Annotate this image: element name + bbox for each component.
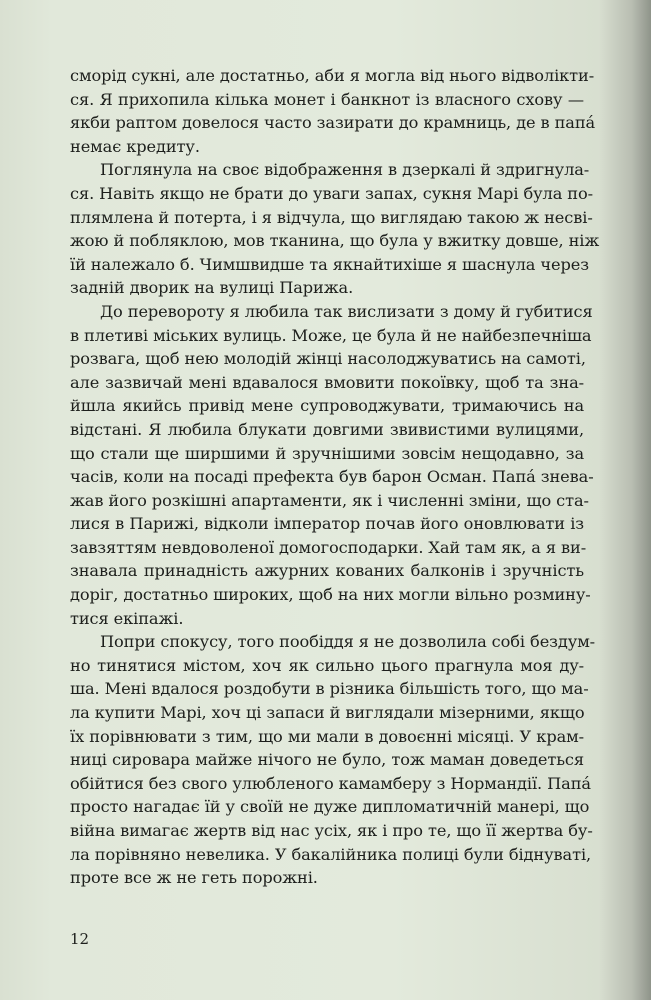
- text-line: ся. Я прихопила кілька монет і банкнот із власного схову —: [70, 89, 584, 109]
- text-line: жою й побляклою, мов тканина, що була у вжитку довше, ніж: [70, 231, 600, 251]
- text-line: задній дворик на вулиці Парижа.: [70, 278, 354, 298]
- text-line: в плетиві міських вулиць. Може, це була й не найбезпечніша: [70, 325, 592, 345]
- text-line: ла порівняно невелика. У бакалійника полиці були біднуваті,: [70, 844, 592, 864]
- text-line: війна вимагає жертв від нас усіх, як і про те, що її жертва бу-: [70, 821, 593, 840]
- paragraph: [70, 300, 594, 630]
- page-body: [70, 64, 600, 890]
- text-line: їй належало б. Чимшвидше та якнайтихіше я шаснула через: [70, 254, 589, 274]
- text-line: лися в Парижі, відколи імператор почав його оновлювати із: [70, 514, 584, 534]
- text-line: їх порівнювати з тим, що ми мали в довоєнні місяці. У крам-: [70, 726, 584, 746]
- text-line: завзяттям невдоволеної домогосподарки. Хай там як, а я ви-: [70, 537, 587, 557]
- text-line: часів, коли на посаді префекта був барон Осман. Папá знева-: [70, 467, 594, 487]
- text-line: якби раптом довелося часто зазирати до крамниць, де в папá: [70, 113, 596, 133]
- text-line: обійтися без свого улюбленого камамберу з Нормандії. Папá: [70, 773, 591, 793]
- paragraph: [70, 158, 600, 300]
- text-line: відстані. Я любила блукати довгими звивистими вулицями,: [70, 419, 584, 439]
- text-line: немає кредиту.: [70, 136, 200, 156]
- text-line: жав його розкішні апартаменти, як і численні зміни, що ста-: [70, 490, 589, 510]
- text-line: йшла якийсь привід мене супроводжувати, тримаючись на: [70, 396, 584, 416]
- text-line: проте все ж не геть порожні.: [70, 868, 318, 888]
- text-line: але зазвичай мені вдавалося вмовити покоївку, щоб та зна-: [70, 372, 584, 392]
- text-line: сморід сукні, але достатньо, аби я могла від нього відволікти-: [70, 66, 595, 85]
- text-line: ниці сировара майже нічого не було, тож маман доведеться: [70, 750, 584, 770]
- text-line: що стали ще ширшими й зручнішими зовсім нещодавно, за: [70, 443, 584, 463]
- text-line: Поглянула на своє відображення в дзеркалі й здригнула-: [100, 160, 590, 180]
- text-line: Попри спокусу, того пообіддя я не дозволила собі бездум-: [100, 632, 596, 652]
- page-number: 12: [70, 930, 90, 948]
- paragraph: [70, 630, 596, 890]
- text-line: До перевороту я любила так вислизати з дому й губитися: [100, 301, 593, 321]
- text-line: просто нагадає їй у своїй не дуже дипломатичній манері, що: [70, 797, 590, 817]
- text-line: тися екіпажі.: [70, 608, 184, 628]
- text-line: ся. Навіть якщо не брати до уваги запах, сукня Марі була по-: [70, 183, 593, 203]
- text-line: плямлена й потерта, і я відчула, що виглядаю такою ж несві-: [70, 207, 593, 227]
- text-line: ла купити Марі, хоч ці запаси й виглядали мізерними, якщо: [70, 703, 585, 723]
- text-line: доріг, достатньо широких, щоб на них могли вільно розмину-: [70, 585, 591, 605]
- text-line: розвага, щоб нею молодій жінці насолоджуватись на самоті,: [70, 349, 586, 369]
- text-line: ша. Мені вдалося роздобути в різника більшість того, що ма-: [70, 679, 589, 699]
- text-line: но тинятися містом, хоч як сильно цього прагнула моя ду-: [70, 655, 584, 675]
- paragraph: [70, 64, 596, 158]
- text-line: знавала принадність ажурних кованих балконів і зручність: [70, 561, 584, 581]
